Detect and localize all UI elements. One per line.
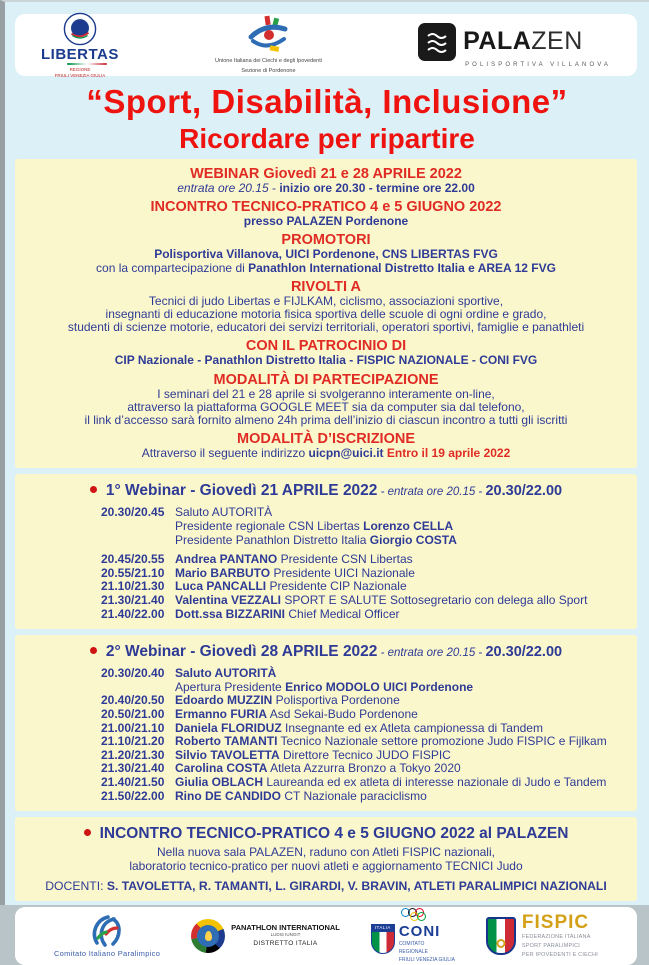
webinar1-schedule (21, 506, 631, 621)
slot-text: Apertura Presidente (175, 679, 286, 694)
slot-text: Asd Sekai-Budo Pordenone (267, 706, 418, 721)
coni-name: CONI (398, 922, 441, 940)
slot-desc (175, 667, 631, 694)
panathlon-text (231, 924, 340, 948)
schedule-row (101, 790, 631, 804)
slot-desc (175, 776, 631, 790)
fispic-sub-line2: SPORT PARALIMPICI (521, 942, 581, 949)
incontro-box (15, 817, 637, 901)
speaker-name: Giorgio COSTA (369, 532, 457, 547)
slot-line (175, 667, 631, 681)
panathlon-name: PANATHLON INTERNATIONAL (231, 922, 340, 932)
libertas-region-line2: FRIULI VENEZIA GIULIA (54, 72, 106, 78)
slot-desc (175, 594, 631, 608)
uici-caption-line1: Unione Italiana dei Ciechi e degli Ipovedenti (214, 58, 322, 65)
schedule-row (101, 694, 631, 708)
schedule-row (101, 735, 631, 749)
speaker-name: Mario BARBUTO (175, 565, 271, 580)
speaker-name: Roberto TAMANTI (175, 734, 278, 749)
speaker-name: Rino DE CANDIDO (175, 788, 281, 803)
red-bullet-icon (90, 486, 97, 493)
time-slot: 21.00/21.10 (101, 720, 165, 735)
slot-text: Polisportiva Pordenone (272, 693, 400, 708)
schedule-row (101, 749, 631, 763)
shield-tricolor (371, 932, 395, 954)
patrocinio-heading: CON IL PATROCINIO DI (245, 338, 407, 355)
slot-text: Chief Medical Officer (285, 606, 400, 621)
slot-desc (175, 553, 631, 567)
promotori-line1: Polisportiva Villanova, UICI Pordenone, CNS LIBERTAS FVG (154, 247, 498, 262)
speaker-name: Lorenzo CELLA (363, 519, 454, 534)
speaker-name: Valentina VEZZALI (175, 593, 282, 607)
palazen-row (418, 23, 583, 61)
slot-text: Tecnico Nazionale settore promozione Judo FISPIC e Fijlkam (277, 734, 607, 749)
fispic-text (522, 913, 598, 959)
webinar2-box (15, 635, 637, 811)
webinar1-times: 20.30/22.00 (485, 483, 563, 500)
docenti-names: S. TAVOLETTA, R. TAMANTI, L. GIRARDI, V. BRAVIN, ATLETI PARALIMPICI NAZIONALI (106, 878, 607, 893)
schedule-row (101, 506, 631, 547)
speaker-name: Enrico MODOLO UICI Pordenone (285, 679, 474, 694)
cip-logo (54, 914, 160, 958)
partecipazione-line3: il link d’accesso sarà fornito almeno 24h prima dell’inizio di ciascun incontro a tutti gli iscritti (84, 413, 568, 428)
fispic-ring-icon (496, 939, 505, 948)
coni-logo (371, 908, 455, 964)
iscrizione-email: uicpn@uici.it (308, 446, 384, 461)
slot-text: Laureanda ed ex atleta di interesse nazionale di Judo e Tandem (263, 774, 607, 789)
slot-desc (175, 506, 631, 547)
slot-desc (175, 708, 631, 722)
iscrizione-pre: Attraverso il seguente indirizzo (141, 446, 309, 461)
slot-desc (175, 694, 631, 708)
speaker-name: Edoardo MUZZIN (175, 693, 273, 708)
panathlon-flame-icon (205, 931, 212, 941)
libertas-name: LIBERTAS (41, 45, 119, 63)
slot-line (175, 681, 631, 695)
coni-text (399, 924, 455, 964)
schedule-row (101, 553, 631, 567)
slot-text: Atleta Azzurra Bronzo a Tokyo 2020 (267, 761, 461, 776)
slot-text: CT Nazionale paraciclismo (281, 788, 427, 803)
time-slot: 21.20/21.30 (101, 747, 165, 762)
fispic-sub-line1: FEDERAZIONE ITALIANA (521, 933, 591, 940)
slot-desc (175, 722, 631, 736)
fispic-logo (486, 913, 598, 959)
footer-logo-strip (15, 907, 637, 965)
libertas-emblem-icon (63, 12, 97, 46)
speaker-name: Dott.ssa BIZZARINI (175, 606, 286, 621)
coni-sub-line1: COMITATO (398, 940, 425, 947)
olympic-rings-icon (401, 908, 424, 922)
coni-sub-line3: FRIULI VENEZIA GIULIA (398, 957, 455, 964)
slot-text: Presidente CSN Libertas (277, 552, 413, 567)
slot-text: SPORT E SALUTE Sottosegretario con delega allo Sport (281, 593, 588, 607)
webinar2-times: 20.30/22.00 (485, 644, 563, 661)
time-slot: 20.50/21.00 (101, 706, 165, 721)
slot-text: Presidente Panathlon Distretto Italia (175, 532, 370, 547)
promotori-line2-strong: Panathlon International Distretto Italia e AREA 12 FVG (248, 260, 556, 275)
panathlon-ring-icon (191, 919, 225, 953)
schedule-row (101, 567, 631, 581)
incontro-line1: Nella nuova sala PALAZEN, raduno con Atleti FISPIC nazionali, (157, 845, 495, 860)
title-line2: Ricordare per ripartire (179, 123, 475, 154)
times-text: inizio ore 20.30 - termine ore 22.00 (279, 181, 475, 195)
speaker-name: Carolina COSTA (175, 761, 268, 776)
schedule-row (101, 762, 631, 776)
docenti-label: DOCENTI: (45, 878, 107, 893)
uici-caption-line2: Sezione di Pordenone (241, 68, 296, 74)
iscrizione-deadline: Entro il 19 aprile 2022 (383, 446, 511, 461)
iscrizione-heading: MODALITÀ D’ISCRIZIONE (236, 431, 416, 448)
schedule-row (101, 667, 631, 694)
shield-banner: ITALIA (371, 924, 395, 932)
partecipazione-line1: I seminari del 21 e 28 aprile si svolgeranno interamente on-line, (157, 386, 495, 401)
rivolti-line3: studenti di scienze motorie, educatori dei servizi territoriali, operatori sportivi, famiglie e panathleti (67, 320, 585, 335)
red-bullet-icon (90, 647, 97, 654)
patrocinio-line: CIP Nazionale - Panathlon Distretto Italia - FISPIC NAZIONALE - CONI FVG (114, 353, 538, 368)
slot-desc (175, 608, 631, 622)
webinar2-header (21, 643, 631, 662)
promotori-heading: PROMOTORI (281, 232, 371, 249)
slot-text: Presidente CIP Nazionale (266, 579, 407, 594)
schedule-row (101, 580, 631, 594)
title-line1: “Sport, Disabilità, Inclusione” (86, 83, 568, 120)
promotori-line2-pre: con la compartecipazione di (96, 260, 249, 275)
libertas-logo (41, 12, 119, 79)
cip-sphere-icon (88, 914, 126, 948)
red-bullet-icon (84, 829, 91, 836)
panathlon-core (197, 925, 219, 947)
schedule-row (101, 776, 631, 790)
schedule-row (101, 594, 631, 608)
speaker-name: Andrea PANTANO (175, 552, 278, 567)
webinar-times-line (21, 182, 631, 195)
incontro-header (21, 825, 631, 843)
fispic-sub-line3: PER IPOVEDENTI E CIECHI (521, 951, 599, 958)
incontro-line2: laboratorio tecnico-pratico per nuovi atleti e aggiornamento TECNICI Judo (129, 859, 523, 874)
libertas-swoosh (67, 63, 107, 65)
time-slot: 21.30/21.40 (101, 761, 165, 776)
slot-desc (175, 762, 631, 776)
slot-desc (175, 580, 631, 594)
libertas-region-line1: REGIONE (69, 66, 91, 72)
time-slot: 21.10/21.30 (101, 579, 165, 594)
slot-line (175, 534, 631, 548)
fispic-name: FISPIC (521, 911, 590, 933)
speaker-name: Daniela FLORIDUZ (175, 720, 282, 735)
slot-desc (175, 790, 631, 804)
slot-desc (175, 567, 631, 581)
uici-eye-icon (244, 14, 292, 56)
panathlon-logo (191, 919, 340, 953)
schedule-row (101, 608, 631, 622)
palazen-wordmark (463, 27, 583, 56)
time-slot: 21.50/22.00 (101, 788, 165, 803)
palazen-word-light: ZEN (531, 27, 583, 55)
page-title (5, 85, 649, 153)
italia-shield-icon (371, 924, 395, 954)
time-slot: 20.30/20.45 (101, 505, 165, 520)
slot-text: Saluto AUTORITÀ (175, 505, 273, 520)
webinar2-title: 2° Webinar - Giovedì 28 APRILE 2022 (105, 643, 378, 661)
panathlon-district: DISTRETTO ITALIA (253, 939, 318, 947)
webinar1-title: 1° Webinar - Giovedì 21 APRILE 2022 (105, 482, 378, 500)
palazen-subtitle: POLISPORTIVA VILLANOVA (465, 61, 611, 68)
cip-label: Comitato Italiano Paralimpico (53, 948, 161, 958)
separator: - (268, 181, 280, 195)
slot-desc (175, 735, 631, 749)
info-box (15, 159, 637, 468)
rivolti-heading: RIVOLTI A (290, 278, 362, 295)
slot-desc (175, 749, 631, 763)
slot-line (175, 520, 631, 534)
time-slot: 21.40/21.50 (101, 774, 165, 789)
slot-text: Presidente regionale CSN Libertas (175, 519, 364, 534)
schedule-row (101, 708, 631, 722)
webinar-date-heading: WEBINAR Giovedì 21 e 28 APRILE 2022 (190, 166, 462, 182)
iscrizione-line (21, 447, 631, 460)
speaker-name: Silvio TAVOLETTA (175, 747, 280, 762)
rivolti-line1: Tecnici di judo Libertas e FIJLKAM, ciclismo, associazioni sportive, (148, 293, 504, 308)
webinar1-entrata: - entrata ore 20.15 - (377, 486, 486, 499)
fispic-shield-icon (486, 917, 516, 955)
incontro-location: presso PALAZEN Pordenone (243, 214, 409, 229)
entrata-text: entrata ore 20.15 (177, 181, 269, 195)
time-slot: 21.30/21.40 (101, 593, 165, 607)
partecipazione-line2: attraverso la piattaforma GOOGLE MEET sia da computer sia dal telefono, (127, 399, 525, 414)
slot-text: Presidente UICI Nazionale (270, 565, 415, 580)
docenti-line (21, 880, 631, 893)
promotori-line2 (21, 262, 631, 275)
schedule-row (101, 722, 631, 736)
panathlon-motto: LUDIS IUNGIT (270, 932, 301, 938)
time-slot: 20.45/20.55 (101, 552, 165, 567)
slot-text: Direttore Tecnico JUDO FISPIC (279, 747, 451, 762)
webinar1-box (15, 474, 637, 629)
webinar2-schedule (21, 667, 631, 803)
slot-line (175, 506, 631, 520)
palazen-word-bold: PALA (463, 27, 532, 55)
coni-row (371, 924, 455, 964)
palazen-waves-icon (418, 23, 456, 61)
header-logo-strip (15, 14, 637, 76)
speaker-name: Luca PANCALLI (175, 579, 267, 594)
speaker-name: Giulia OBLACH (175, 774, 264, 789)
slot-text: Insegnante ed ex Atleta campionessa di Tandem (281, 720, 543, 735)
webinar2-entrata: - entrata ore 20.15 - (377, 647, 486, 660)
partecipazione-heading: MODALITÀ DI PARTECIPAZIONE (213, 371, 439, 388)
time-slot: 21.40/22.00 (101, 606, 165, 621)
speaker-name: Ermanno FURIA (175, 706, 268, 721)
palazen-logo (418, 23, 611, 68)
webinar1-header (21, 482, 631, 501)
time-slot: 20.40/20.50 (101, 693, 165, 708)
incontro-title: INCONTRO TECNICO-PRATICO 4 e 5 GIUGNO 2022 al PALAZEN (99, 825, 569, 843)
slot-text: Saluto AUTORITÀ (175, 666, 277, 681)
uici-logo (215, 14, 322, 75)
time-slot: 20.55/21.10 (101, 565, 165, 580)
coni-sub-line2: REGIONALE (398, 949, 428, 956)
time-slot: 21.10/21.20 (101, 734, 165, 749)
time-slot: 20.30/20.40 (101, 666, 165, 681)
incontro-date-heading: INCONTRO TECNICO-PRATICO 4 e 5 GIUGNO 2022 (150, 199, 502, 216)
rivolti-line2: insegnanti di educazione motoria fisica sportiva delle scuole di ogni ordine e grado, (105, 307, 547, 322)
